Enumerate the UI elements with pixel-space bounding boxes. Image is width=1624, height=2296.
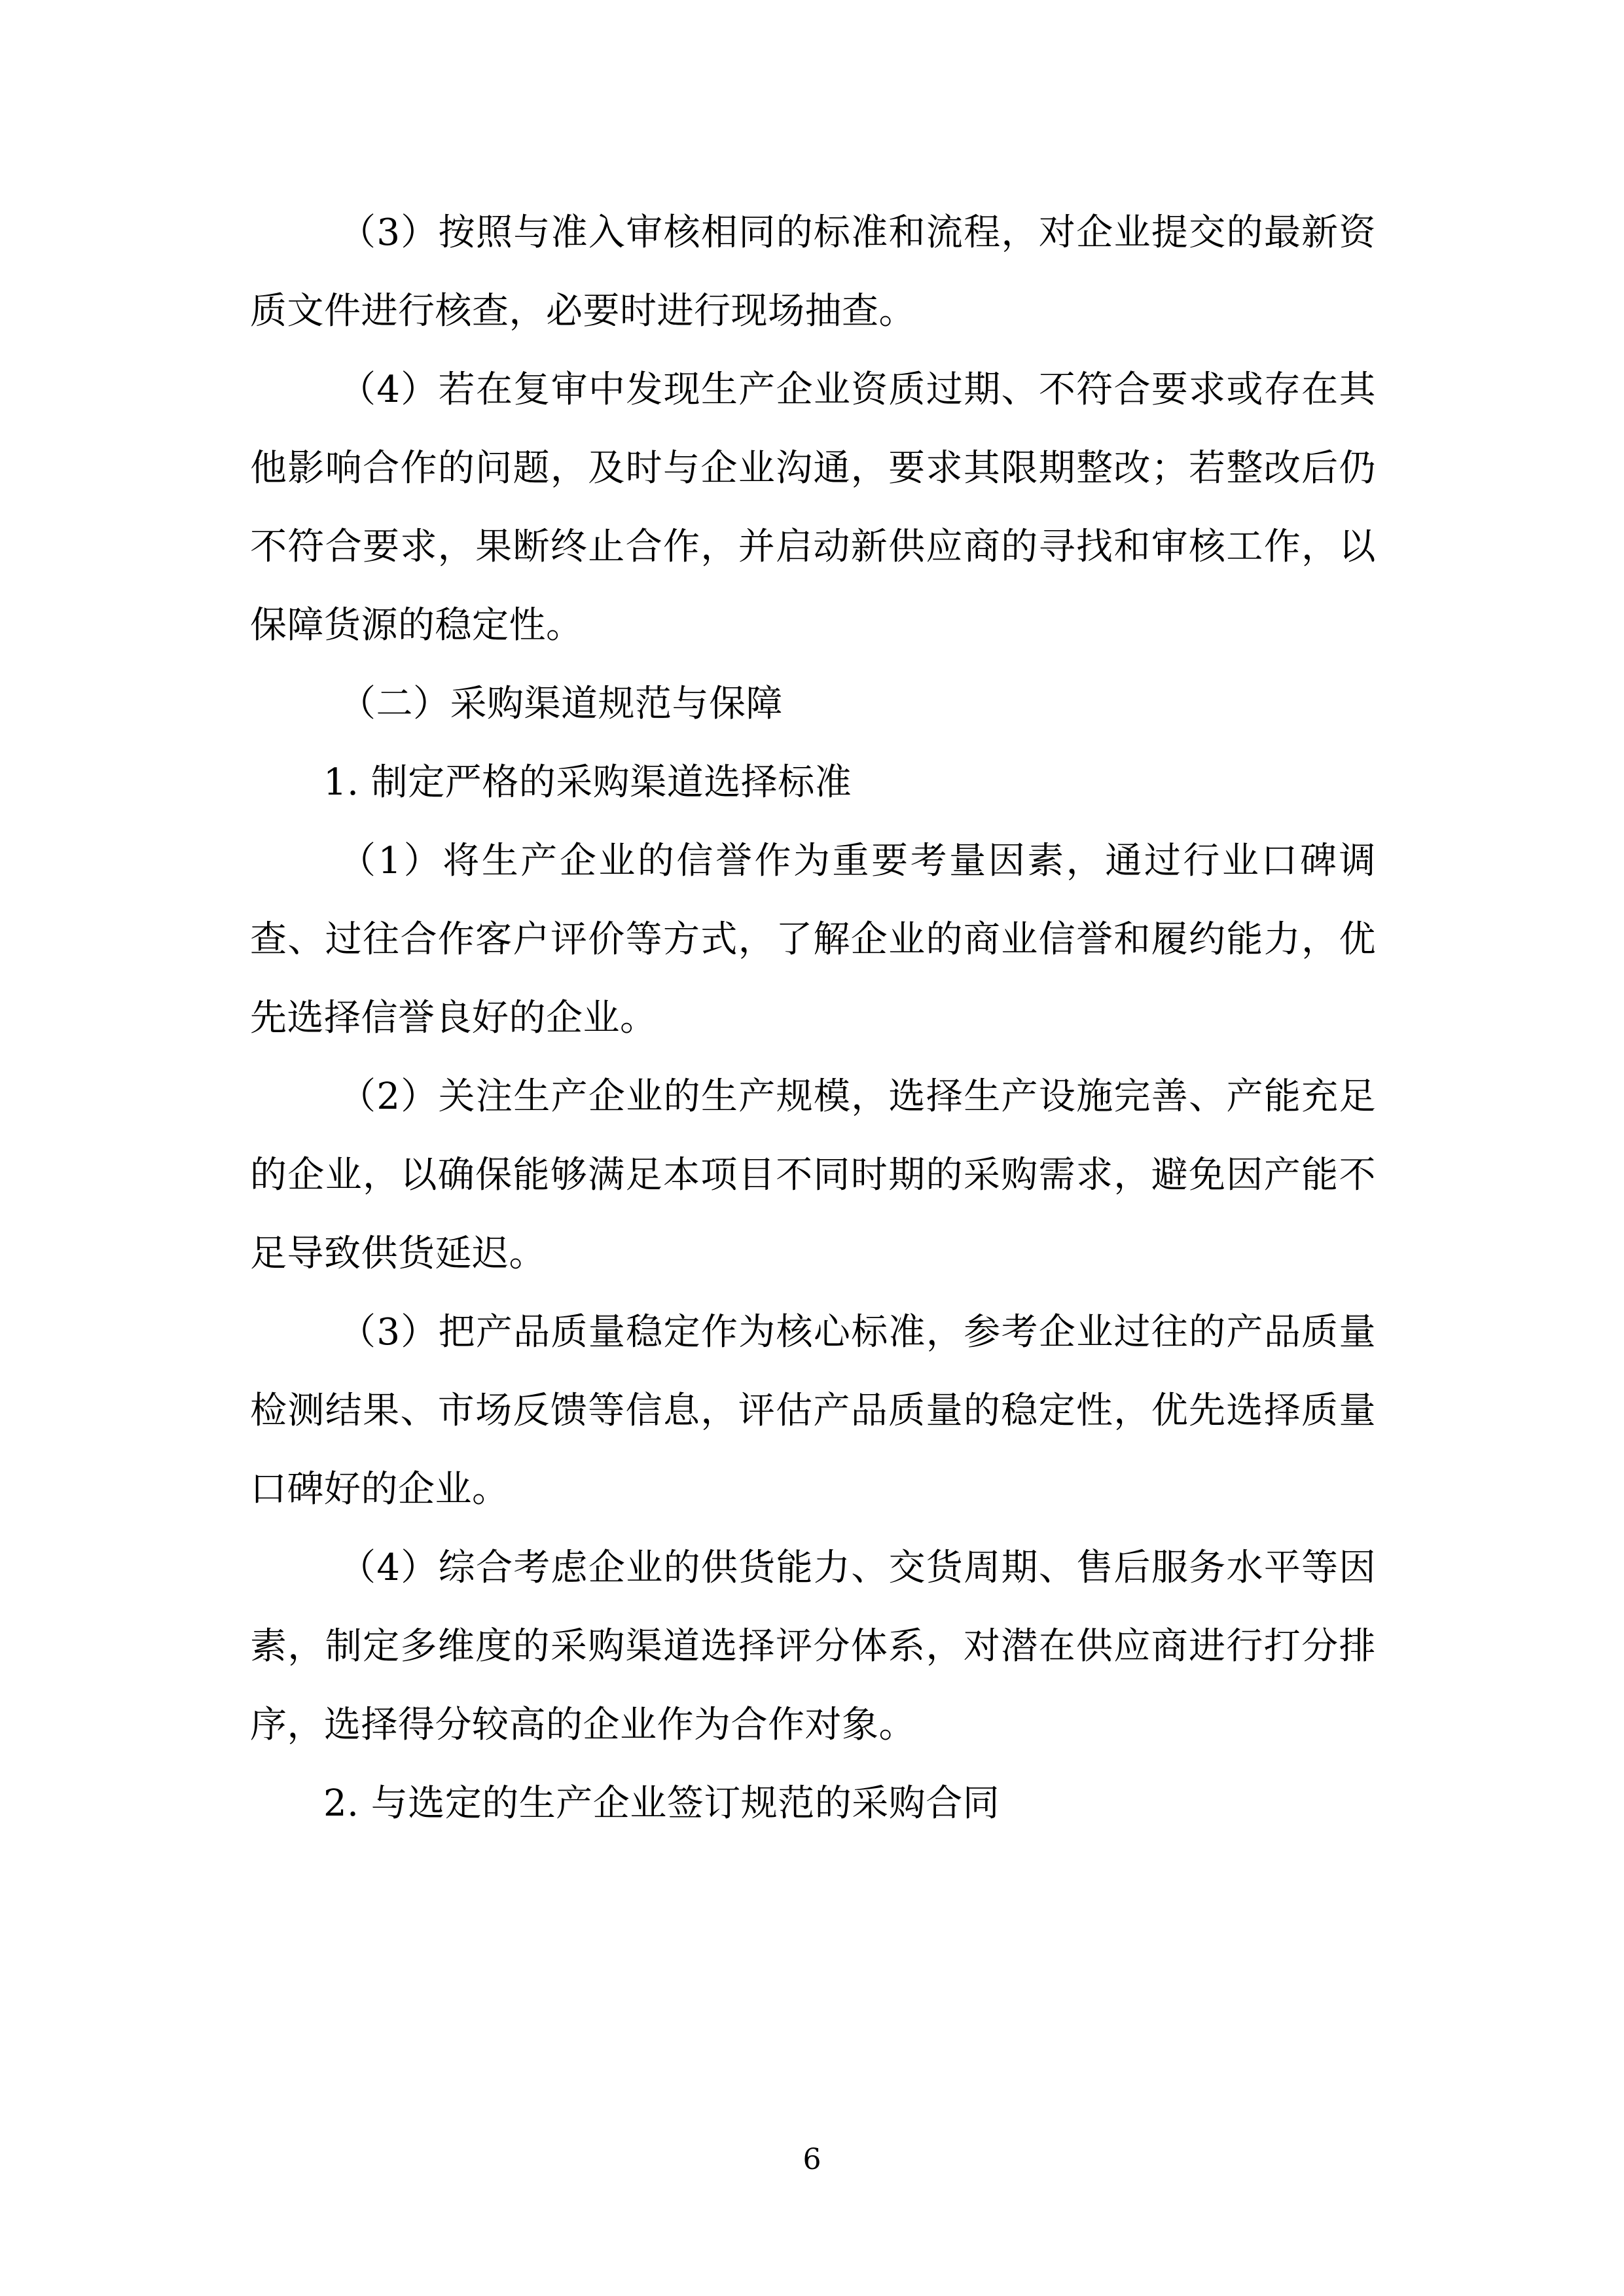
paragraph-item-4-scoring-system: （4）综合考虑企业的供货能力、交货周期、售后服务水平等因素，制定多维度的采购渠道选择评分体系，对潜在供应商进行打分排序，选择得分较高的企业作为合作对象。	[250, 1547, 1376, 1746]
heading-1-strict-channel-criteria: 1. 制定严格的采购渠道选择标准	[323, 761, 852, 804]
document-text-column	[250, 194, 1376, 1843]
page-number: 6	[803, 2143, 821, 2176]
heading-2-sign-standard-contract: 2. 与选定的生产企业签订规范的采购合同	[323, 1782, 1000, 1825]
paragraph-item-3-review-standard: （3）按照与准入审核相同的标准和流程，对企业提交的最新资质文件进行核查，必要时进行现场抽查。	[250, 211, 1376, 332]
paragraph-item-3-product-quality: （3）把产品质量稳定作为核心标准，参考企业过往的产品质量检测结果、市场反馈等信息，评估产品质量的稳定性，优先选择质量口碑好的企业。	[250, 1311, 1376, 1511]
paragraph-item-2-production-scale: （2）关注生产企业的生产规模，选择生产设施完善、产能充足的企业，以确保能够满足本项目不同时期的采购需求，避免因产能不足导致供货延迟。	[250, 1075, 1376, 1275]
heading-section-two-procurement-channel: （二）采购渠道规范与保障	[339, 683, 783, 725]
paragraph-item-4-expired-qualification: （4）若在复审中发现生产企业资质过期、不符合要求或存在其他影响合作的问题，及时与企业沟通，要求其限期整改；若整改后仍不符合要求，果断终止合作，并启动新供应商的寻找和审核工作，以保障货源的稳定性。	[250, 368, 1376, 647]
paragraph-item-1-reputation: （1）将生产企业的信誉作为重要考量因素，通过行业口碑调查、过往合作客户评价等方式，了解企业的商业信誉和履约能力，优先选择信誉良好的企业。	[250, 840, 1376, 1039]
